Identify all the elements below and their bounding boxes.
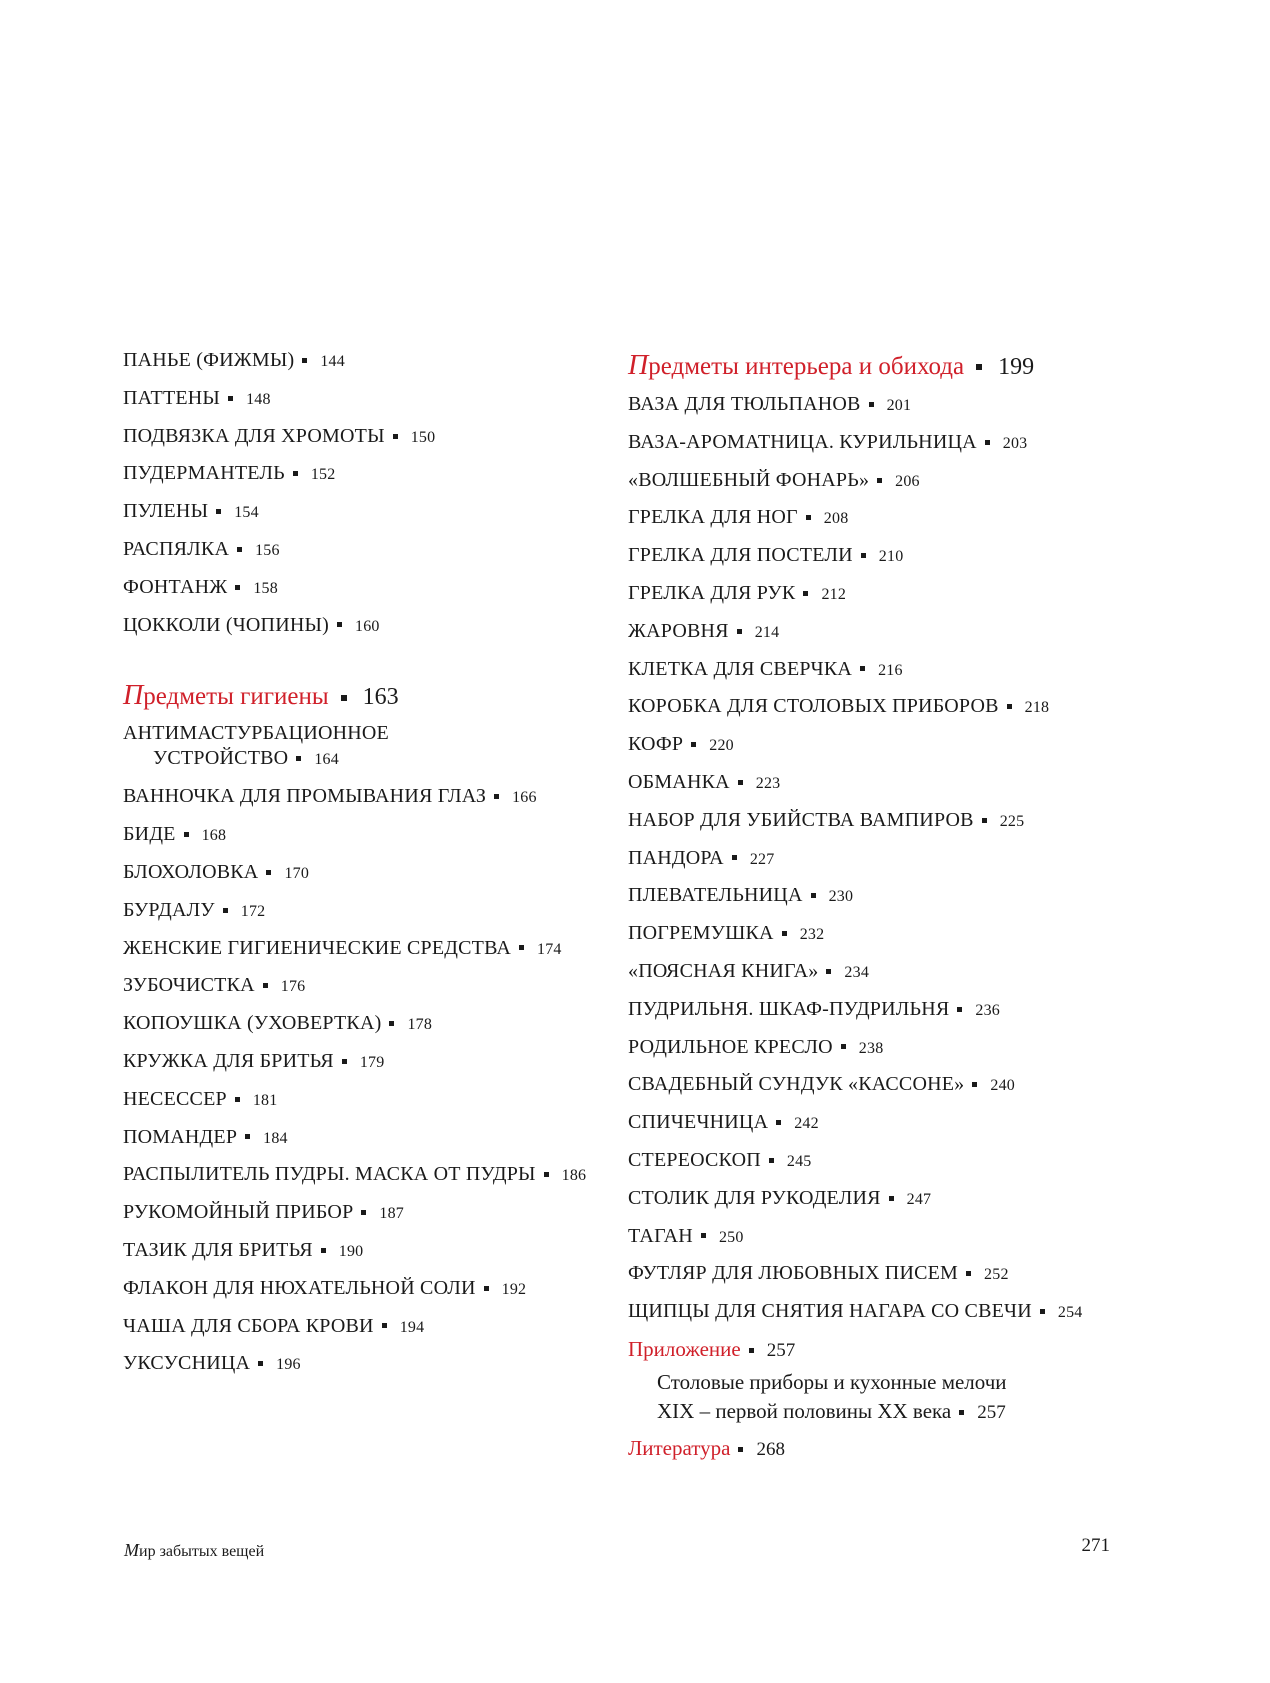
entry-title: КОФР: [628, 733, 684, 756]
entry-title-line1: Столовые приборы и кухонные мелочи: [657, 1369, 1007, 1394]
bullet-icon: [337, 622, 342, 627]
entry-title: ПУЛЕНЫ: [123, 500, 209, 523]
toc-entry[interactable]: [628, 877, 1082, 915]
page-ref: 179: [359, 1053, 385, 1071]
toc-entry[interactable]: [123, 892, 586, 930]
entry-title: ПУДРИЛЬНЯ. ШКАФ-ПУДРИЛЬНЯ: [628, 997, 950, 1020]
bullet-icon: [266, 870, 271, 875]
page-ref: 144: [320, 353, 345, 370]
page-ref: 199: [998, 354, 1035, 380]
bullet-icon: [776, 1120, 781, 1125]
page-ref: 214: [754, 623, 780, 641]
toc-entry[interactable]: [628, 462, 1082, 500]
bullet-icon: [484, 1286, 489, 1291]
page-ref: 257: [977, 1401, 1006, 1423]
page-ref: 234: [844, 963, 870, 981]
entry-title: ВАЗА ДЛЯ ТЮЛЬПАНОВ: [628, 393, 861, 415]
toc-list: [123, 342, 586, 644]
entry-title: КЛЕТКА ДЛЯ СВЕРЧКА: [628, 657, 853, 680]
entry-title: «ВОЛШЕБНЫЙ ФОНАРЬ»: [628, 468, 870, 491]
toc-entry[interactable]: [123, 531, 586, 569]
toc-entry[interactable]: [628, 1066, 1082, 1104]
toc-entry[interactable]: [628, 991, 1082, 1029]
bullet-icon: [959, 1410, 964, 1415]
footer-initial: М: [124, 1540, 139, 1560]
bullet-icon: [976, 364, 982, 370]
bullet-icon: [701, 1233, 706, 1238]
entry-title: РАСПЯЛКА: [123, 537, 230, 560]
bullet-icon: [216, 509, 221, 514]
toc-entry[interactable]: [628, 613, 1082, 651]
entry-title: ПОДВЯЗКА ДЛЯ ХРОМОТЫ: [123, 424, 385, 447]
bullet-icon: [737, 629, 742, 634]
page-ref: 218: [1024, 699, 1050, 717]
entry-title: БУРДАЛУ: [123, 898, 215, 921]
entry-title: ПОМАНДЕР: [123, 1125, 238, 1148]
page-ref: 172: [240, 902, 266, 920]
entry-title: УКСУСНИЦА: [123, 1352, 251, 1375]
page-ref: 190: [338, 1242, 364, 1260]
toc-entry[interactable]: [123, 607, 586, 645]
entry-title: РУКОМОЙНЫЙ ПРИБОР: [123, 1201, 354, 1224]
entry-title: РОДИЛЬНОЕ КРЕСЛО: [628, 1035, 833, 1058]
page-ref: 242: [794, 1115, 819, 1133]
toc-entry[interactable]: [628, 1142, 1082, 1180]
page-ref: 187: [379, 1205, 405, 1223]
page-ref: 184: [263, 1129, 288, 1147]
toc-entry[interactable]: [628, 688, 1082, 726]
bullet-icon: [841, 1044, 846, 1049]
entry-title: АНТИМАСТУРБАЦИОННОЕ: [123, 722, 389, 745]
entry-title: СТЕРЕОСКОП: [628, 1148, 761, 1171]
page-ref: 186: [561, 1167, 587, 1185]
toc-entry[interactable]: [628, 499, 1082, 537]
toc-entry[interactable]: [123, 1005, 586, 1043]
bullet-icon: [972, 1082, 977, 1087]
toc-right-column: [628, 346, 1082, 1467]
toc-entry-continuation[interactable]: [123, 745, 586, 775]
bullet-icon: [228, 396, 233, 401]
page-ref: 225: [999, 812, 1025, 830]
toc-entry[interactable]: [123, 778, 586, 816]
toc-list: [628, 386, 1082, 1331]
toc-left-column: [123, 342, 586, 1383]
literature-heading[interactable]: [628, 1430, 1082, 1467]
bullet-icon: [382, 1323, 387, 1328]
entry-title: «ПОЯСНАЯ КНИГА»: [628, 959, 819, 982]
bullet-icon: [691, 742, 696, 747]
page-ref: 174: [537, 940, 562, 958]
toc-entry[interactable]: [123, 1119, 586, 1157]
toc-entry[interactable]: [123, 716, 586, 745]
entry-title: НАБОР ДЛЯ УБИЙСТВА ВАМПИРОВ: [628, 808, 974, 831]
bullet-icon: [861, 553, 866, 558]
heading-text: редметы интерьера и обихода: [648, 353, 965, 380]
entry-title: КРУЖКА ДЛЯ БРИТЬЯ: [123, 1049, 334, 1072]
page-ref: 227: [749, 850, 775, 868]
page-ref: 223: [755, 774, 781, 792]
toc-entry[interactable]: [628, 424, 1082, 462]
toc-entry[interactable]: [123, 380, 586, 418]
page-ref: 203: [1002, 434, 1028, 452]
bullet-icon: [235, 585, 240, 590]
entry-title: ГРЕЛКА ДЛЯ ПОСТЕЛИ: [628, 544, 853, 567]
toc-entry[interactable]: [123, 1308, 586, 1346]
page-ref: 210: [878, 548, 904, 566]
page-ref: 247: [906, 1190, 932, 1208]
toc-entry[interactable]: [628, 726, 1082, 764]
toc-entry[interactable]: [628, 1218, 1082, 1256]
page-ref: 245: [786, 1152, 812, 1170]
bullet-icon: [869, 402, 874, 407]
bullet-icon: [1040, 1309, 1045, 1314]
toc-entry[interactable]: [123, 1194, 586, 1232]
page-ref: 208: [823, 510, 849, 528]
page-ref: 230: [828, 888, 854, 906]
page-ref: 250: [718, 1228, 744, 1246]
bullet-icon: [519, 945, 524, 950]
bullet-icon: [806, 515, 811, 520]
toc-entry[interactable]: [123, 1232, 586, 1270]
page-ref: 166: [512, 789, 537, 807]
page-ref: 240: [990, 1077, 1015, 1095]
page-ref: 178: [407, 1016, 433, 1034]
toc-entry[interactable]: [628, 537, 1082, 575]
entry-title: КОПОУШКА (УХОВЕРТКА): [123, 1012, 382, 1035]
appendix-entry[interactable]: [628, 1368, 1082, 1427]
bullet-icon: [769, 1158, 774, 1163]
entry-title: ТАЗИК ДЛЯ БРИТЬЯ: [123, 1238, 313, 1261]
entry-title: НЕСЕССЕР: [123, 1087, 227, 1110]
page-ref: 212: [821, 585, 847, 603]
footer-text: ир забытых вещей: [139, 1543, 265, 1560]
bullet-icon: [826, 969, 831, 974]
heading-initial: П: [123, 680, 144, 712]
bullet-icon: [738, 780, 743, 785]
toc-entry[interactable]: [123, 930, 586, 968]
entry-title: ЦОККОЛИ (ЧОПИНЫ): [123, 613, 329, 636]
entry-title: ЧАША ДЛЯ СБОРА КРОВИ: [123, 1314, 374, 1337]
entry-title: БЛОХОЛОВКА: [123, 860, 259, 883]
entry-title: ВАЗА-АРОМАТНИЦА. КУРИЛЬНИЦА: [628, 430, 977, 453]
toc-entry[interactable]: [628, 1104, 1082, 1142]
bullet-icon: [877, 478, 882, 483]
bullet-icon: [258, 1361, 263, 1366]
toc-entry[interactable]: [628, 915, 1082, 953]
bullet-icon: [302, 358, 307, 363]
entry-title: ЖАРОВНЯ: [628, 619, 729, 642]
toc-entry[interactable]: [123, 1081, 586, 1119]
page-ref: 194: [399, 1318, 425, 1336]
bullet-icon: [245, 1134, 250, 1139]
entry-title: ЖЕНСКИЕ ГИГИЕНИЧЕСКИЕ СРЕДСТВА: [123, 936, 511, 959]
toc-entry[interactable]: [123, 569, 586, 607]
toc-entry[interactable]: [123, 1043, 586, 1081]
bullet-icon: [393, 434, 398, 439]
toc-entry[interactable]: [123, 342, 586, 380]
bullet-icon: [494, 794, 499, 799]
entry-title: ОБМАНКА: [628, 770, 730, 793]
page-ref: 257: [766, 1339, 796, 1361]
page-ref: 181: [252, 1091, 278, 1109]
toc-entry[interactable]: [123, 418, 586, 456]
entry-title: ПЛЕВАТЕЛЬНИЦА: [628, 884, 803, 907]
appendix-heading[interactable]: [628, 1331, 1082, 1368]
page-ref: 148: [246, 390, 271, 408]
bullet-icon: [235, 1097, 240, 1102]
bullet-icon: [342, 1059, 347, 1064]
bullet-icon: [263, 983, 268, 988]
toc-entry[interactable]: [628, 386, 1082, 424]
toc-entry[interactable]: [628, 764, 1082, 802]
page-ref: 192: [501, 1280, 527, 1298]
page-ref: 268: [756, 1438, 785, 1460]
bullet-icon: [223, 908, 228, 913]
entry-title: УСТРОЙСТВО: [153, 747, 289, 770]
entry-title: ПОГРЕМУШКА: [628, 922, 774, 945]
entry-title: ГРЕЛКА ДЛЯ РУК: [628, 581, 796, 604]
entry-title: СВАДЕБНЫЙ СУНДУК «КАССОНЕ»: [628, 1073, 965, 1096]
toc-entry[interactable]: [628, 1180, 1082, 1218]
toc-entry[interactable]: [628, 1029, 1082, 1067]
bullet-icon: [293, 471, 298, 476]
entry-title: ПАНЬЕ (ФИЖМЫ): [123, 349, 295, 371]
heading-text: Литература: [628, 1435, 731, 1460]
bullet-icon: [985, 440, 990, 445]
bullet-icon: [341, 695, 347, 701]
running-footer-title: [124, 1540, 264, 1561]
toc-entry[interactable]: [123, 816, 586, 854]
bullet-icon: [296, 756, 301, 761]
entry-title: БИДЕ: [123, 823, 176, 846]
bullet-icon: [803, 591, 808, 596]
entry-title: СПИЧЕЧНИЦА: [628, 1111, 769, 1134]
toc-entry[interactable]: [123, 967, 586, 1005]
bullet-icon: [544, 1172, 549, 1177]
bullet-icon: [1007, 704, 1012, 709]
entry-title: СТОЛИК ДЛЯ РУКОДЕЛИЯ: [628, 1186, 881, 1209]
bullet-icon: [966, 1271, 971, 1276]
page-ref: 168: [201, 827, 227, 845]
toc-entry[interactable]: [123, 1345, 586, 1383]
entry-title: ПУДЕРМАНТЕЛЬ: [123, 462, 285, 485]
entry-title: ЩИПЦЫ ДЛЯ СНЯТИЯ НАГАРА СО СВЕЧИ: [628, 1300, 1032, 1323]
page-ref: 160: [355, 617, 380, 635]
page-ref: 158: [253, 579, 278, 597]
page-ref: 238: [858, 1039, 884, 1057]
entry-title-line2: XIX – первой половины XX века: [657, 1398, 952, 1423]
entry-title: ПАНДОРА: [628, 846, 724, 869]
page-ref: 232: [799, 926, 825, 944]
bullet-icon: [749, 1348, 754, 1353]
page-ref: 254: [1057, 1304, 1083, 1322]
page-number: 271: [1081, 1535, 1110, 1556]
bullet-icon: [237, 547, 242, 552]
toc-entry[interactable]: [628, 1293, 1082, 1331]
toc-entry[interactable]: [123, 1156, 586, 1194]
page-ref: 152: [310, 466, 336, 484]
entry-title: КОРОБКА ДЛЯ СТОЛОВЫХ ПРИБОРОВ: [628, 695, 999, 718]
page-ref: 216: [878, 661, 903, 679]
bullet-icon: [738, 1447, 743, 1452]
page-ref: 220: [709, 737, 734, 755]
toc-entry[interactable]: [123, 455, 586, 493]
heading-text: редметы гигиены: [143, 683, 329, 711]
page-ref: 150: [410, 428, 436, 446]
bullet-icon: [732, 855, 737, 860]
bullet-icon: [782, 931, 787, 936]
toc-entry[interactable]: [628, 575, 1082, 613]
bullet-icon: [184, 832, 189, 837]
toc-entry[interactable]: [628, 651, 1082, 689]
entry-title: ФЛАКОН ДЛЯ НЮХАТЕЛЬНОЙ СОЛИ: [123, 1276, 476, 1299]
section-heading-hygiene[interactable]: [123, 676, 586, 716]
bullet-icon: [389, 1021, 394, 1026]
toc-entry[interactable]: [628, 802, 1082, 840]
page-ref: 176: [280, 978, 306, 996]
entry-title: ТАГАН: [628, 1224, 693, 1247]
entry-title: ЗУБОЧИСТКА: [123, 974, 255, 997]
page-ref: 252: [984, 1266, 1009, 1284]
bullet-icon: [361, 1210, 366, 1215]
page-ref: 196: [276, 1356, 301, 1374]
bullet-icon: [889, 1196, 894, 1201]
entry-title: ПАТТЕНЫ: [123, 386, 221, 409]
entry-title: ФУТЛЯР ДЛЯ ЛЮБОВНЫХ ПИСЕМ: [628, 1262, 959, 1285]
bullet-icon: [811, 893, 816, 898]
toc-list: [123, 778, 586, 1383]
heading-text: Приложение: [628, 1336, 741, 1361]
heading-initial: П: [628, 350, 649, 381]
bullet-icon: [860, 666, 865, 671]
bullet-icon: [957, 1007, 962, 1012]
toc-entry[interactable]: [628, 953, 1082, 991]
section-heading-interior[interactable]: [628, 346, 1082, 386]
page-ref: 154: [234, 504, 259, 522]
page-ref: 201: [886, 397, 912, 414]
page-ref: 164: [314, 751, 339, 769]
toc-entry[interactable]: [628, 840, 1082, 878]
page-ref: 206: [895, 472, 920, 490]
entry-title: ГРЕЛКА ДЛЯ НОГ: [628, 506, 798, 529]
page-ref: 163: [362, 684, 399, 711]
entry-title: РАСПЫЛИТЕЛЬ ПУДРЫ. МАСКА ОТ ПУДРЫ: [123, 1163, 536, 1186]
toc-entry[interactable]: [628, 1255, 1082, 1293]
page-ref: 170: [284, 864, 310, 882]
toc-entry[interactable]: [123, 1270, 586, 1308]
toc-entry[interactable]: [123, 854, 586, 892]
page-ref: 156: [255, 541, 280, 559]
entry-title: ФОНТАНЖ: [123, 575, 228, 598]
bullet-icon: [321, 1248, 326, 1253]
toc-entry[interactable]: [123, 493, 586, 531]
entry-title: ВАННОЧКА ДЛЯ ПРОМЫВАНИЯ ГЛАЗ: [123, 785, 487, 808]
bullet-icon: [982, 818, 987, 823]
page-ref: 236: [975, 1001, 1001, 1019]
